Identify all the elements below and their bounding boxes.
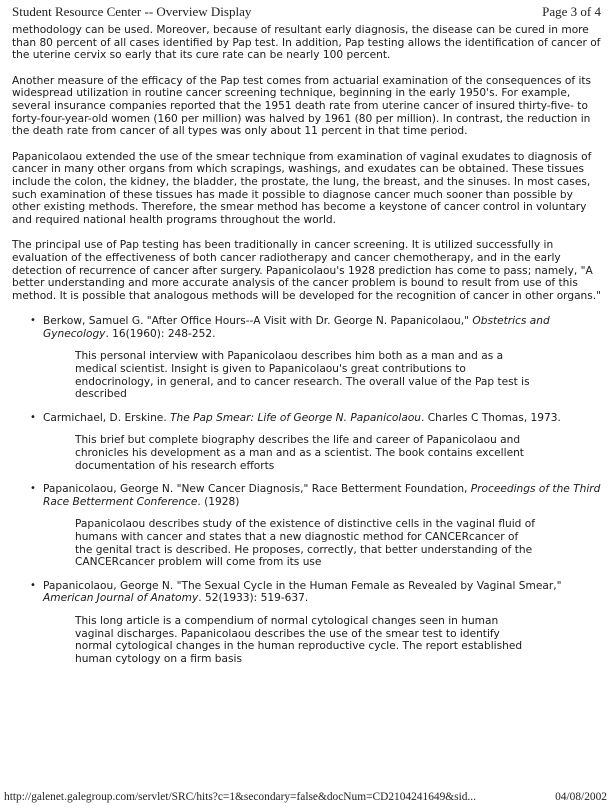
footer-date: 04/08/2002 [555,791,607,803]
citation-text: Papanicolaou, George N. "The Sexual Cycle in the Human Female as Revealed by Vaginal Smear," [43,579,562,592]
paragraph: Another measure of the efficacy of the Pap test comes from actuarial examination of the consequences of its widespread utilization in routine cancer screening technique, beginning in the early 1950's. For example, several insurance companies reported that the 1951 death rate from uterine cancer of insured thirty-five- to forty-four-year-old women (160 per million) was halved by 1961 (80 per million). In contrast, the reduction in the death rate from cancer of all types was only about 11 percent in that time period. [12,74,592,138]
citation [43,580,602,605]
annotation: Papanicolaou describes study of the existence of distinctive cells in the vaginal fluid of humans with cancer and states that a new diagnostic method for CANCERcancer of the genital tract is described. He proposes, correctly, that better understanding of the CANCERcancer problem will come from its use [75,518,535,569]
bullet-icon: • [30,579,36,591]
footer-url: http://galenet.galegroup.com/servlet/SRC/hits?c=1&secondary=false&docNum=CD2104241649&sid... [4,791,476,803]
paragraph: methodology can be used. Moreover, because of resultant early diagnosis, the disease can be cured in more than 80 percent of all cases identified by Pap test. In addition, Pap testing allows the identification of cancer of the uterine cervix so early that its cure rate can be nearly 100 percent. [12,24,601,62]
bibliography-list [12,315,602,665]
bullet-icon: • [30,411,36,423]
bibliography-item [12,483,602,569]
citation-details: . 16(1960): 248-252. [105,327,216,340]
paragraph: The principal use of Pap testing has been traditionally in cancer screening. It is utilized successfully in evaluation of the effectiveness of both cancer radiotherapy and cancer chemotherapy, and in the early detection of recurrence of cancer after surgery. Papanicolaou's 1928 prediction has come to pass; namely, "A better understanding and more accurate analysis of the cancer problem is bound to result from use of this method. It is possible that analogous methods will be developed for the recognition of cancer in other organs." [12,239,602,302]
header-title: Student Resource Center -- Overview Display [12,4,252,19]
citation-source: American Journal of Anatomy [43,592,199,605]
citation [43,412,602,425]
citation-source: The Pap Smear: Life of George N. Papanicolaou [170,411,422,424]
paragraph: Papanicolaou extended the use of the smear technique from examination of vaginal exudates to diagnosis of cancer in many other organs from which scrapings, washings, and exudates can be obtained. These tissues include the colon, the kidney, the bladder, the prostate, the lung, the breast, and the sinuses. In most cases, such examination of these tissues has made it possible to diagnose cancer much sooner than possible by other existing methods. Therefore, the smear method has become a keystone of cancer control in voluntary and required national health programs throughout the world. [12,150,592,226]
citation-text: Papanicolaou, George N. "New Cancer Diagnosis," Race Betterment Foundation, [43,483,471,496]
page-header [12,2,601,22]
citation-details: . 52(1933): 519-637. [198,592,309,605]
citation-text: Carmichael, D. Erskine. [43,411,171,424]
citation-source: Obstetrics and Gynecology [43,315,550,340]
article-body [12,24,602,676]
citation-text: Berkow, Samuel G. "After Office Hours--A Visit with Dr. George N. Papanicolaou," [43,315,473,328]
citation-details: . (1928) [197,495,240,508]
citation [43,315,602,340]
bibliography-item [12,412,602,472]
page-number: Page 3 of 4 [542,4,601,19]
annotation: This personal interview with Papanicolaou describes him both as a man and as a medical scientist. Insight is given to Papanicolaou's great contributions to endocrinology, in general, and to cancer research. The overall value of the Pap test is described [75,350,530,401]
citation-details: . Charles C Thomas, 1973. [421,411,561,424]
annotation: This brief but complete biography describes the life and career of Papanicolaou and chronicles his development as a man and as a scientist. The book contains excellent documentation of his research efforts [75,434,524,472]
bibliography-item [12,580,602,666]
annotation: This long article is a compendium of normal cytological changes seen in human vaginal discharges. Papanicolaou describes the use of the smear test to identify normal cytological changes in the human reproductive cycle. The report established human cytology on a firm basis [75,614,523,665]
citation-source: Proceedings of the Third Race Betterment Conference [43,483,601,508]
citation [43,483,602,508]
bibliography-item [12,315,602,401]
bullet-icon: • [30,483,36,495]
page-footer [4,791,607,805]
bullet-icon: • [30,315,36,327]
